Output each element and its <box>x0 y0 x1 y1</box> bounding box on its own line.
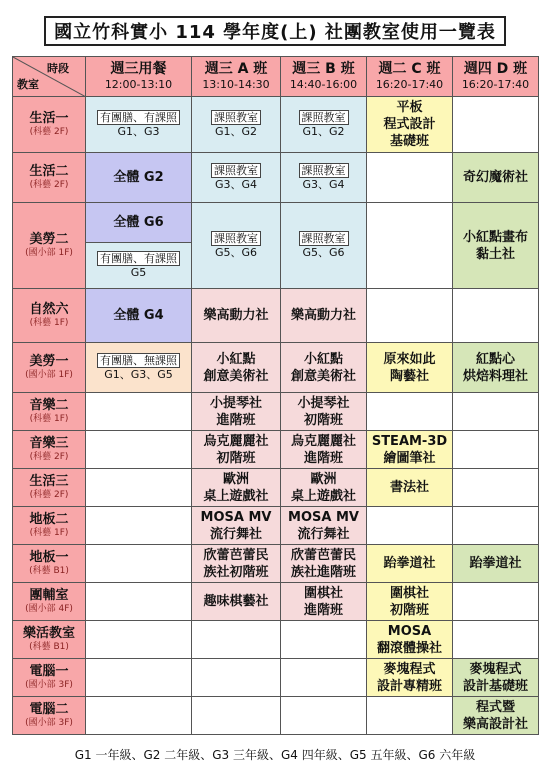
class-cell: 平板 程式設計 基礎班 <box>367 97 453 153</box>
room-cell: 美勞二 (國小部 1F) <box>13 203 86 289</box>
class-cell: 小紅點 創意美術社 <box>281 343 367 393</box>
empty-cell <box>86 697 192 735</box>
lunch-cell: 有團膳、有課照 G1、G3 <box>86 97 192 153</box>
class-cell: 歐洲 桌上遊戲社 <box>192 469 281 507</box>
room-cell: 生活一 (科藝 2F) <box>13 97 86 153</box>
col-header-b: 週三 B 班 14:40-16:00 <box>281 57 367 97</box>
class-cell: 麥塊程式 設計專精班 <box>367 659 453 697</box>
room-cell: 音樂二 (科藝 1F) <box>13 393 86 431</box>
empty-cell <box>86 507 192 545</box>
corner-period-label: 時段 <box>47 62 69 75</box>
page-title: 國立竹科實小 114 學年度(上) 社團教室使用一覽表 <box>44 16 506 46</box>
class-cell: 書法社 <box>367 469 453 507</box>
class-cell: 樂高動力社 <box>192 289 281 343</box>
empty-cell <box>367 393 453 431</box>
lunch-cell: 有團膳、有課照 G5 <box>86 243 192 289</box>
class-cell: 奇幻魔術社 <box>453 153 539 203</box>
empty-cell <box>453 393 539 431</box>
col-header-a: 週三 A 班 13:10-14:30 <box>192 57 281 97</box>
room-cell: 美勞一 (國小部 1F) <box>13 343 86 393</box>
class-cell: MOSA 翻滾體操社 <box>367 621 453 659</box>
room-cell: 生活三 (科藝 2F) <box>13 469 86 507</box>
room-cell: 地板二 (科藝 1F) <box>13 507 86 545</box>
class-cell: 跆拳道社 <box>453 545 539 583</box>
class-cell: 欣蕾芭蕾民 族社初階班 <box>192 545 281 583</box>
class-cell: 樂高動力社 <box>281 289 367 343</box>
class-cell: 小紅點 創意美術社 <box>192 343 281 393</box>
class-cell: 課照教室 G1、G2 <box>192 97 281 153</box>
corner-header <box>13 57 86 97</box>
class-cell: MOSA MV 流行舞社 <box>281 507 367 545</box>
empty-cell <box>192 659 281 697</box>
empty-cell <box>192 621 281 659</box>
empty-cell <box>367 289 453 343</box>
room-cell: 生活二 (科藝 2F) <box>13 153 86 203</box>
empty-cell <box>86 583 192 621</box>
empty-cell <box>367 203 453 289</box>
class-cell: 課照教室 G1、G2 <box>281 97 367 153</box>
class-cell: 欣蕾芭蕾民 族社進階班 <box>281 545 367 583</box>
empty-cell <box>367 507 453 545</box>
empty-cell <box>453 97 539 153</box>
lunch-cell: 全體 G2 <box>86 153 192 203</box>
class-cell: 課照教室 G3、G4 <box>281 153 367 203</box>
class-cell: 小提琴社 初階班 <box>281 393 367 431</box>
empty-cell <box>281 659 367 697</box>
empty-cell <box>367 697 453 735</box>
schedule-table <box>12 56 539 735</box>
class-cell: 課照教室 G5、G6 <box>281 203 367 289</box>
class-cell: 課照教室 G5、G6 <box>192 203 281 289</box>
empty-cell <box>86 545 192 583</box>
col-header-lunch: 週三用餐 12:00-13:10 <box>86 57 192 97</box>
room-cell: 自然六 (科藝 1F) <box>13 289 86 343</box>
room-cell: 音樂三 (科藝 2F) <box>13 431 86 469</box>
class-cell: 課照教室 G3、G4 <box>192 153 281 203</box>
empty-cell <box>453 583 539 621</box>
empty-cell <box>453 507 539 545</box>
class-cell: 歐洲 桌上遊戲社 <box>281 469 367 507</box>
class-cell: 圍棋社 進階班 <box>281 583 367 621</box>
class-cell: 麥塊程式 設計基礎班 <box>453 659 539 697</box>
empty-cell <box>453 289 539 343</box>
empty-cell <box>453 469 539 507</box>
class-cell: 跆拳道社 <box>367 545 453 583</box>
class-cell: 小提琴社 進階班 <box>192 393 281 431</box>
empty-cell <box>86 393 192 431</box>
class-cell: MOSA MV 流行舞社 <box>192 507 281 545</box>
class-cell: 程式暨 樂高設計社 <box>453 697 539 735</box>
empty-cell <box>86 469 192 507</box>
corner-room-label: 教室 <box>17 78 39 91</box>
empty-cell <box>281 621 367 659</box>
empty-cell <box>86 621 192 659</box>
lunch-cell: 全體 G4 <box>86 289 192 343</box>
lunch-cell: 全體 G6 <box>86 203 192 243</box>
room-cell: 地板一 (科藝 B1) <box>13 545 86 583</box>
room-cell: 團輔室 (國小部 4F) <box>13 583 86 621</box>
class-cell: STEAM-3D 繪圖筆社 <box>367 431 453 469</box>
empty-cell <box>86 431 192 469</box>
empty-cell <box>192 697 281 735</box>
empty-cell <box>86 659 192 697</box>
col-header-c: 週二 C 班 16:20-17:40 <box>367 57 453 97</box>
class-cell: 趣味棋藝社 <box>192 583 281 621</box>
class-cell: 烏克麗麗社 進階班 <box>281 431 367 469</box>
room-cell: 電腦二 (國小部 3F) <box>13 697 86 735</box>
col-header-d: 週四 D 班 16:20-17:40 <box>453 57 539 97</box>
class-cell: 烏克麗麗社 初階班 <box>192 431 281 469</box>
empty-cell <box>281 697 367 735</box>
empty-cell <box>453 431 539 469</box>
lunch-cell: 有團膳、無課照 G1、G3、G5 <box>86 343 192 393</box>
empty-cell <box>453 621 539 659</box>
class-cell: 原來如此 陶藝社 <box>367 343 453 393</box>
class-cell: 紅點心 烘焙料理社 <box>453 343 539 393</box>
room-cell: 樂活教室 (科藝 B1) <box>13 621 86 659</box>
empty-cell <box>367 153 453 203</box>
class-cell: 圍棋社 初階班 <box>367 583 453 621</box>
class-cell: 小紅點畫布 黏土社 <box>453 203 539 289</box>
room-cell: 電腦一 (國小部 3F) <box>13 659 86 697</box>
grade-legend: G1 一年級、G2 二年級、G3 三年級、G4 四年級、G5 五年級、G6 六年級 <box>74 748 476 762</box>
